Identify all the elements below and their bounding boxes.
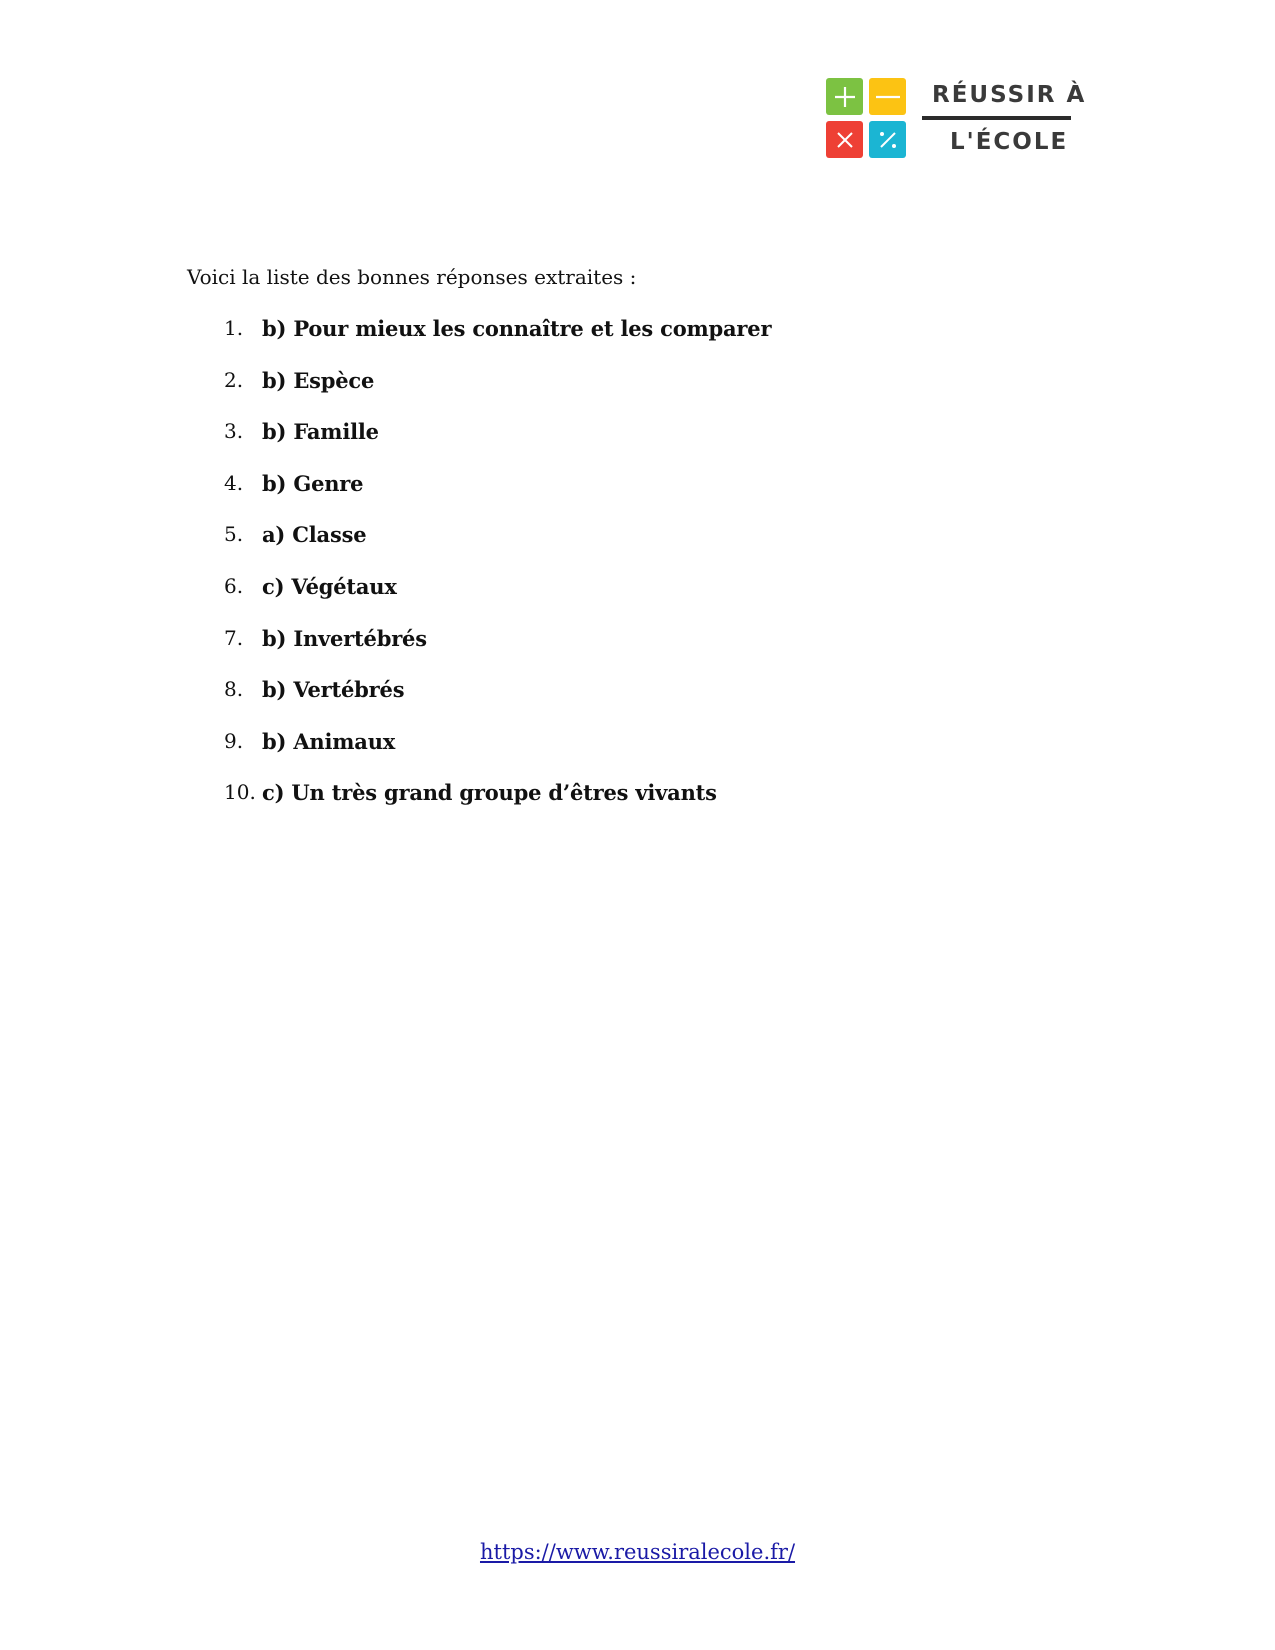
answer-item bbox=[187, 677, 771, 729]
logo-tiles bbox=[826, 78, 906, 158]
answer-number: 2. bbox=[224, 367, 244, 392]
answer-item bbox=[187, 316, 771, 368]
answer-text: c) Végétaux bbox=[262, 573, 397, 599]
answer-item bbox=[187, 368, 771, 420]
answer-text: b) Genre bbox=[262, 470, 364, 496]
answer-number: 7. bbox=[224, 625, 244, 650]
answer-item bbox=[187, 626, 771, 678]
answer-number: 10. bbox=[224, 780, 256, 805]
logo-title-line1: RÉUSSIR À bbox=[932, 82, 1087, 108]
answer-item bbox=[187, 574, 771, 626]
answer-text: b) Famille bbox=[262, 419, 379, 445]
answer-item bbox=[187, 522, 771, 574]
answer-text: b) Invertébrés bbox=[262, 625, 427, 651]
logo-title-line2: L'ÉCOLE bbox=[950, 129, 1069, 155]
answer-item bbox=[187, 780, 771, 832]
answer-number: 1. bbox=[224, 316, 244, 340]
logo-divider bbox=[922, 116, 1071, 120]
plus-icon bbox=[826, 78, 863, 115]
intro-text: Voici la liste des bonnes réponses extraites : bbox=[187, 265, 637, 289]
answer-text: a) Classe bbox=[262, 522, 367, 548]
answer-number: 3. bbox=[224, 419, 244, 444]
answer-item bbox=[187, 419, 771, 471]
answer-number: 5. bbox=[224, 522, 244, 547]
answer-text: b) Pour mieux les connaître et les comparer bbox=[262, 316, 772, 341]
answer-text: b) Vertébrés bbox=[262, 677, 405, 703]
answer-text: c) Un très grand groupe d’êtres vivants bbox=[262, 780, 717, 806]
answer-number: 4. bbox=[224, 470, 244, 495]
answer-text: b) Espèce bbox=[262, 367, 375, 393]
footer-website-link[interactable]: https://www.reussiralecole.fr/ bbox=[479, 1540, 796, 1564]
percent-icon bbox=[869, 121, 906, 158]
answer-item bbox=[187, 729, 771, 781]
brand-logo bbox=[826, 78, 1087, 158]
answer-text: b) Animaux bbox=[262, 728, 396, 754]
answers-list bbox=[187, 316, 771, 832]
answer-item bbox=[187, 471, 771, 523]
times-icon bbox=[826, 121, 863, 158]
answer-number: 8. bbox=[224, 677, 244, 702]
answer-number: 6. bbox=[224, 573, 244, 598]
answer-number: 9. bbox=[224, 728, 244, 753]
minus-icon bbox=[869, 78, 906, 115]
